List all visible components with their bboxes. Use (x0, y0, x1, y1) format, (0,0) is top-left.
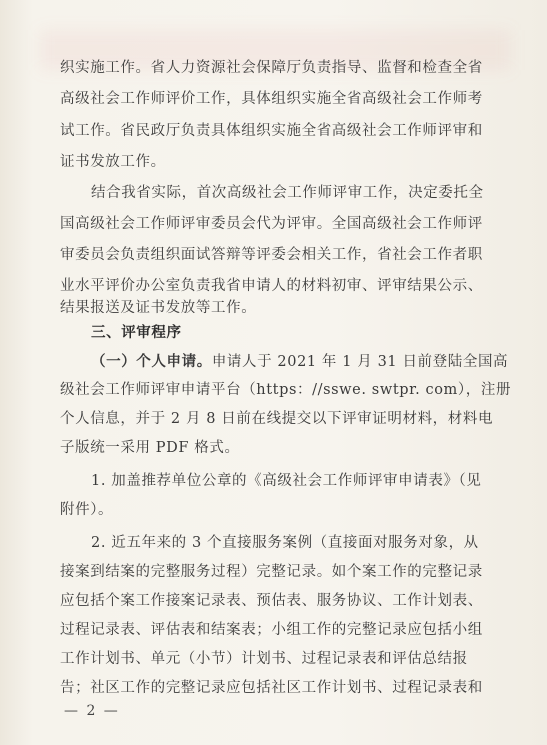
paragraph-2-line-5: 结果报送及证书发放等工作。 (60, 300, 257, 316)
paragraph-1-line-1: 织实施工作。省人力资源社会保障厅负责指导、监督和检查全省 (60, 60, 483, 76)
paragraph-1-line-3: 试工作。省民政厅负责具体组织实施全省高级社会工作师评审和 (60, 123, 483, 139)
section-heading: 三、评审程序 (91, 325, 182, 341)
paragraph-3-line-3: 个人信息，并于 2 月 8 日前在线提交以下评审证明材料，材料电 (60, 411, 494, 427)
item-2-line-6: 告；社区工作的完整记录应包括社区工作计划书、过程记录表和 (60, 680, 483, 696)
paragraph-2-line-2: 国高级社会工作师评审委员会代为评审。全国高级社会工作师评 (60, 216, 483, 232)
item-2-line-2: 接案到结案的完整服务过程）完整记录。如个案工作的完整记录 (60, 564, 483, 580)
page-number: — 2 — (64, 703, 120, 719)
paragraph-2-line-4: 业水平评价办公室负责我省申请人的材料初审、评审结果公示、 (60, 278, 483, 294)
item-2-line-3: 应包括个案工作接案记录表、预估表、服务协议、工作计划表、 (60, 593, 483, 609)
paragraph-3-line-4: 子版统一采用 PDF 格式。 (60, 440, 240, 456)
item-2-line-5: 工作计划书、单元（小节）计划书、过程记录表和评估总结报 (60, 651, 468, 667)
item-2-line-1: 2. 近五年来的 3 个直接服务案例（直接面对服务对象，从 (91, 535, 479, 551)
item-2-line-4: 过程记录表、评估表和结案表；小组工作的完整记录应包括小组 (60, 622, 483, 638)
paragraph-3-line-2: 级社会工作师评审申请平台（https：//sswe. swtpr. com），注册 (60, 382, 512, 398)
paragraph-1-line-4: 证书发放工作。 (60, 154, 166, 170)
paragraph-1-line-2: 高级社会工作师评价工作，具体组织实施全省高级社会工作师考 (60, 91, 483, 107)
paragraph-2-line-1: 结合我省实际，首次高级社会工作师评审工作，决定委托全 (91, 185, 484, 201)
paragraph-3-lead: （一）个人申请。 (91, 354, 212, 370)
item-1-line-1: 1. 加盖推荐单位公章的《高级社会工作师评审申请表》（见 (91, 473, 482, 489)
item-1-line-2: 附件）。 (60, 502, 114, 518)
paragraph-3-line-1-rest: 申请人于 2021 年 1 月 31 日前登陆全国高 (211, 354, 509, 370)
paragraph-2-line-3: 审委员会负责组织面试答辩等评委会相关工作，省社会工作者职 (60, 247, 483, 263)
paragraph-3-line-1 (0, 353, 547, 371)
